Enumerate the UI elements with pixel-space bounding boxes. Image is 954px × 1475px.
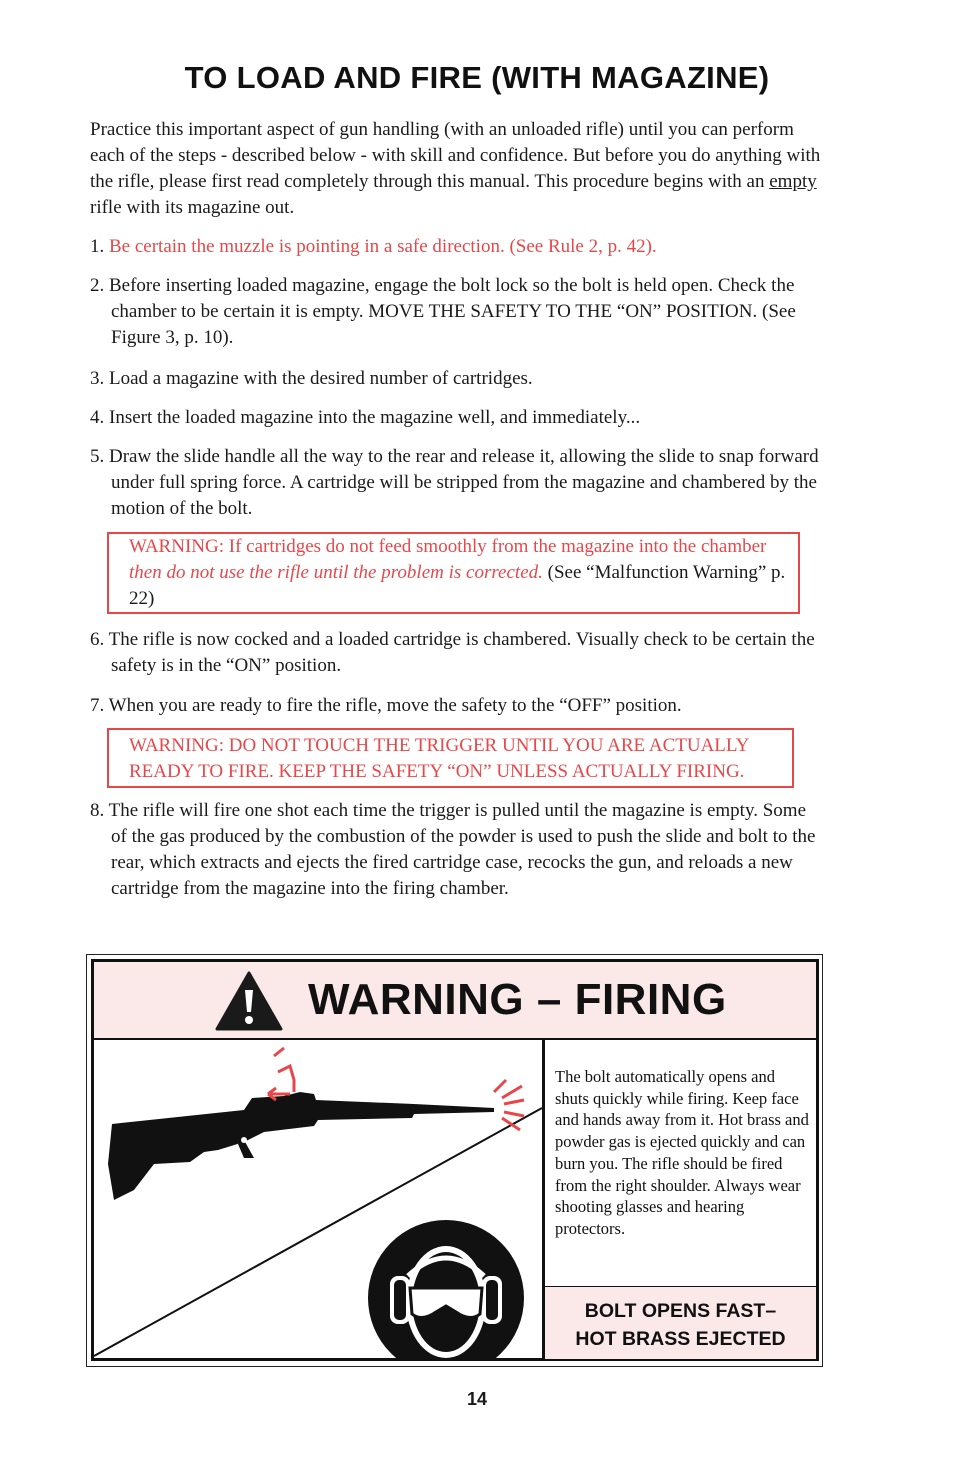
bolt-motion-icon	[268, 1048, 294, 1100]
footer-line-1: BOLT OPENS FAST–	[584, 1300, 777, 1322]
step-7: 7. When you are ready to fire the rifle, move the safety to the “OFF” position.	[90, 695, 682, 716]
warning-illustration	[94, 1040, 542, 1358]
step-6: 6. The rifle is now cocked and a loaded cartridge is chambered. Visually check to be certain the safety is in the “ON” position.	[90, 629, 815, 676]
eye-ear-protection-icon	[368, 1220, 524, 1358]
rifle-icon	[108, 1092, 494, 1200]
warning-panel-text: The bolt automatically opens and shuts quickly while firing. Keep face and hands away from it. Hot brass and powder gas is ejected quickly and can burn you. The rifle should be fired from the right shoulder. Always wear shooting glasses and hearing protectors.	[555, 1067, 809, 1238]
rifle-and-protection-illustration	[94, 1040, 542, 1358]
step-1	[90, 234, 825, 260]
warning-panel-footer	[545, 1286, 816, 1359]
step-1-text: Be certain the muzzle is pointing in a safe direction. (See Rule 2, p. 42).	[109, 236, 657, 257]
warning-box-feed	[107, 532, 800, 614]
warning-panel-footer-text	[545, 1297, 816, 1353]
warning-feed-text: WARNING: If cartridges do not feed smoothly from the magazine into the chamber	[129, 536, 767, 557]
intro-text: Practice this important aspect of gun handling (with an unloaded rifle) until you can perform each of the steps - described below - with skill and confidence. But before you do anything with the rifle, please first read completely through this manual. This procedure begins with an	[90, 119, 821, 192]
warning-panel-header	[94, 962, 816, 1040]
step-5: 5. Draw the slide handle all the way to the rear and release it, allowing the slide to snap forward under full spring force. A cartridge will be stripped from the magazine and chambered by the motion of the bolt.	[90, 446, 819, 519]
step-8: 8. The rifle will fire one shot each time the trigger is pulled until the magazine is empty. Some of the gas produced by the combustion of the powder is used to push the slide and bolt to the rear, which extracts and ejects the fired cartridge case, recocks the gun, and reloads a new cartridge from the magazine into the firing chamber.	[90, 800, 816, 899]
warning-panel-title: WARNING – FIRING	[308, 975, 727, 1024]
page-number: 14	[466, 1389, 488, 1409]
page-title: TO LOAD AND FIRE (WITH MAGAZINE)	[184, 60, 770, 95]
warning-feed-italic: then do not use the rifle until the problem is corrected.	[129, 562, 543, 583]
footer-line-2: HOT BRASS EJECTED	[575, 1328, 786, 1350]
warning-panel	[91, 959, 819, 1361]
warning-feed-reference: (See “Malfunction Warning” p. 22)	[129, 562, 786, 609]
step-4: 4. Insert the loaded magazine into the magazine well, and immediately...	[90, 407, 641, 428]
warning-box-trigger: WARNING: DO NOT TOUCH THE TRIGGER UNTIL YOU ARE ACTUALLY READY TO FIRE. KEEP THE SAFETY “ON” UNLESS ACTUALLY FIRING.	[107, 728, 794, 788]
muzzle-blast-icon	[494, 1080, 524, 1130]
step-1-number: 1.	[90, 236, 109, 257]
intro-underlined-word: empty	[769, 171, 817, 192]
step-3: 3. Load a magazine with the desired number of cartridges.	[90, 368, 533, 389]
intro-text-end: rifle with its magazine out.	[90, 197, 295, 218]
intro-paragraph	[90, 117, 825, 221]
step-2: 2. Before inserting loaded magazine, engage the bolt lock so the bolt is held open. Check the chamber to be certain it is empty. MOVE THE SAFETY TO THE “ON” POSITION. (See Figure 3, p. 10).	[90, 275, 796, 348]
warning-triangle-icon	[215, 970, 283, 1032]
